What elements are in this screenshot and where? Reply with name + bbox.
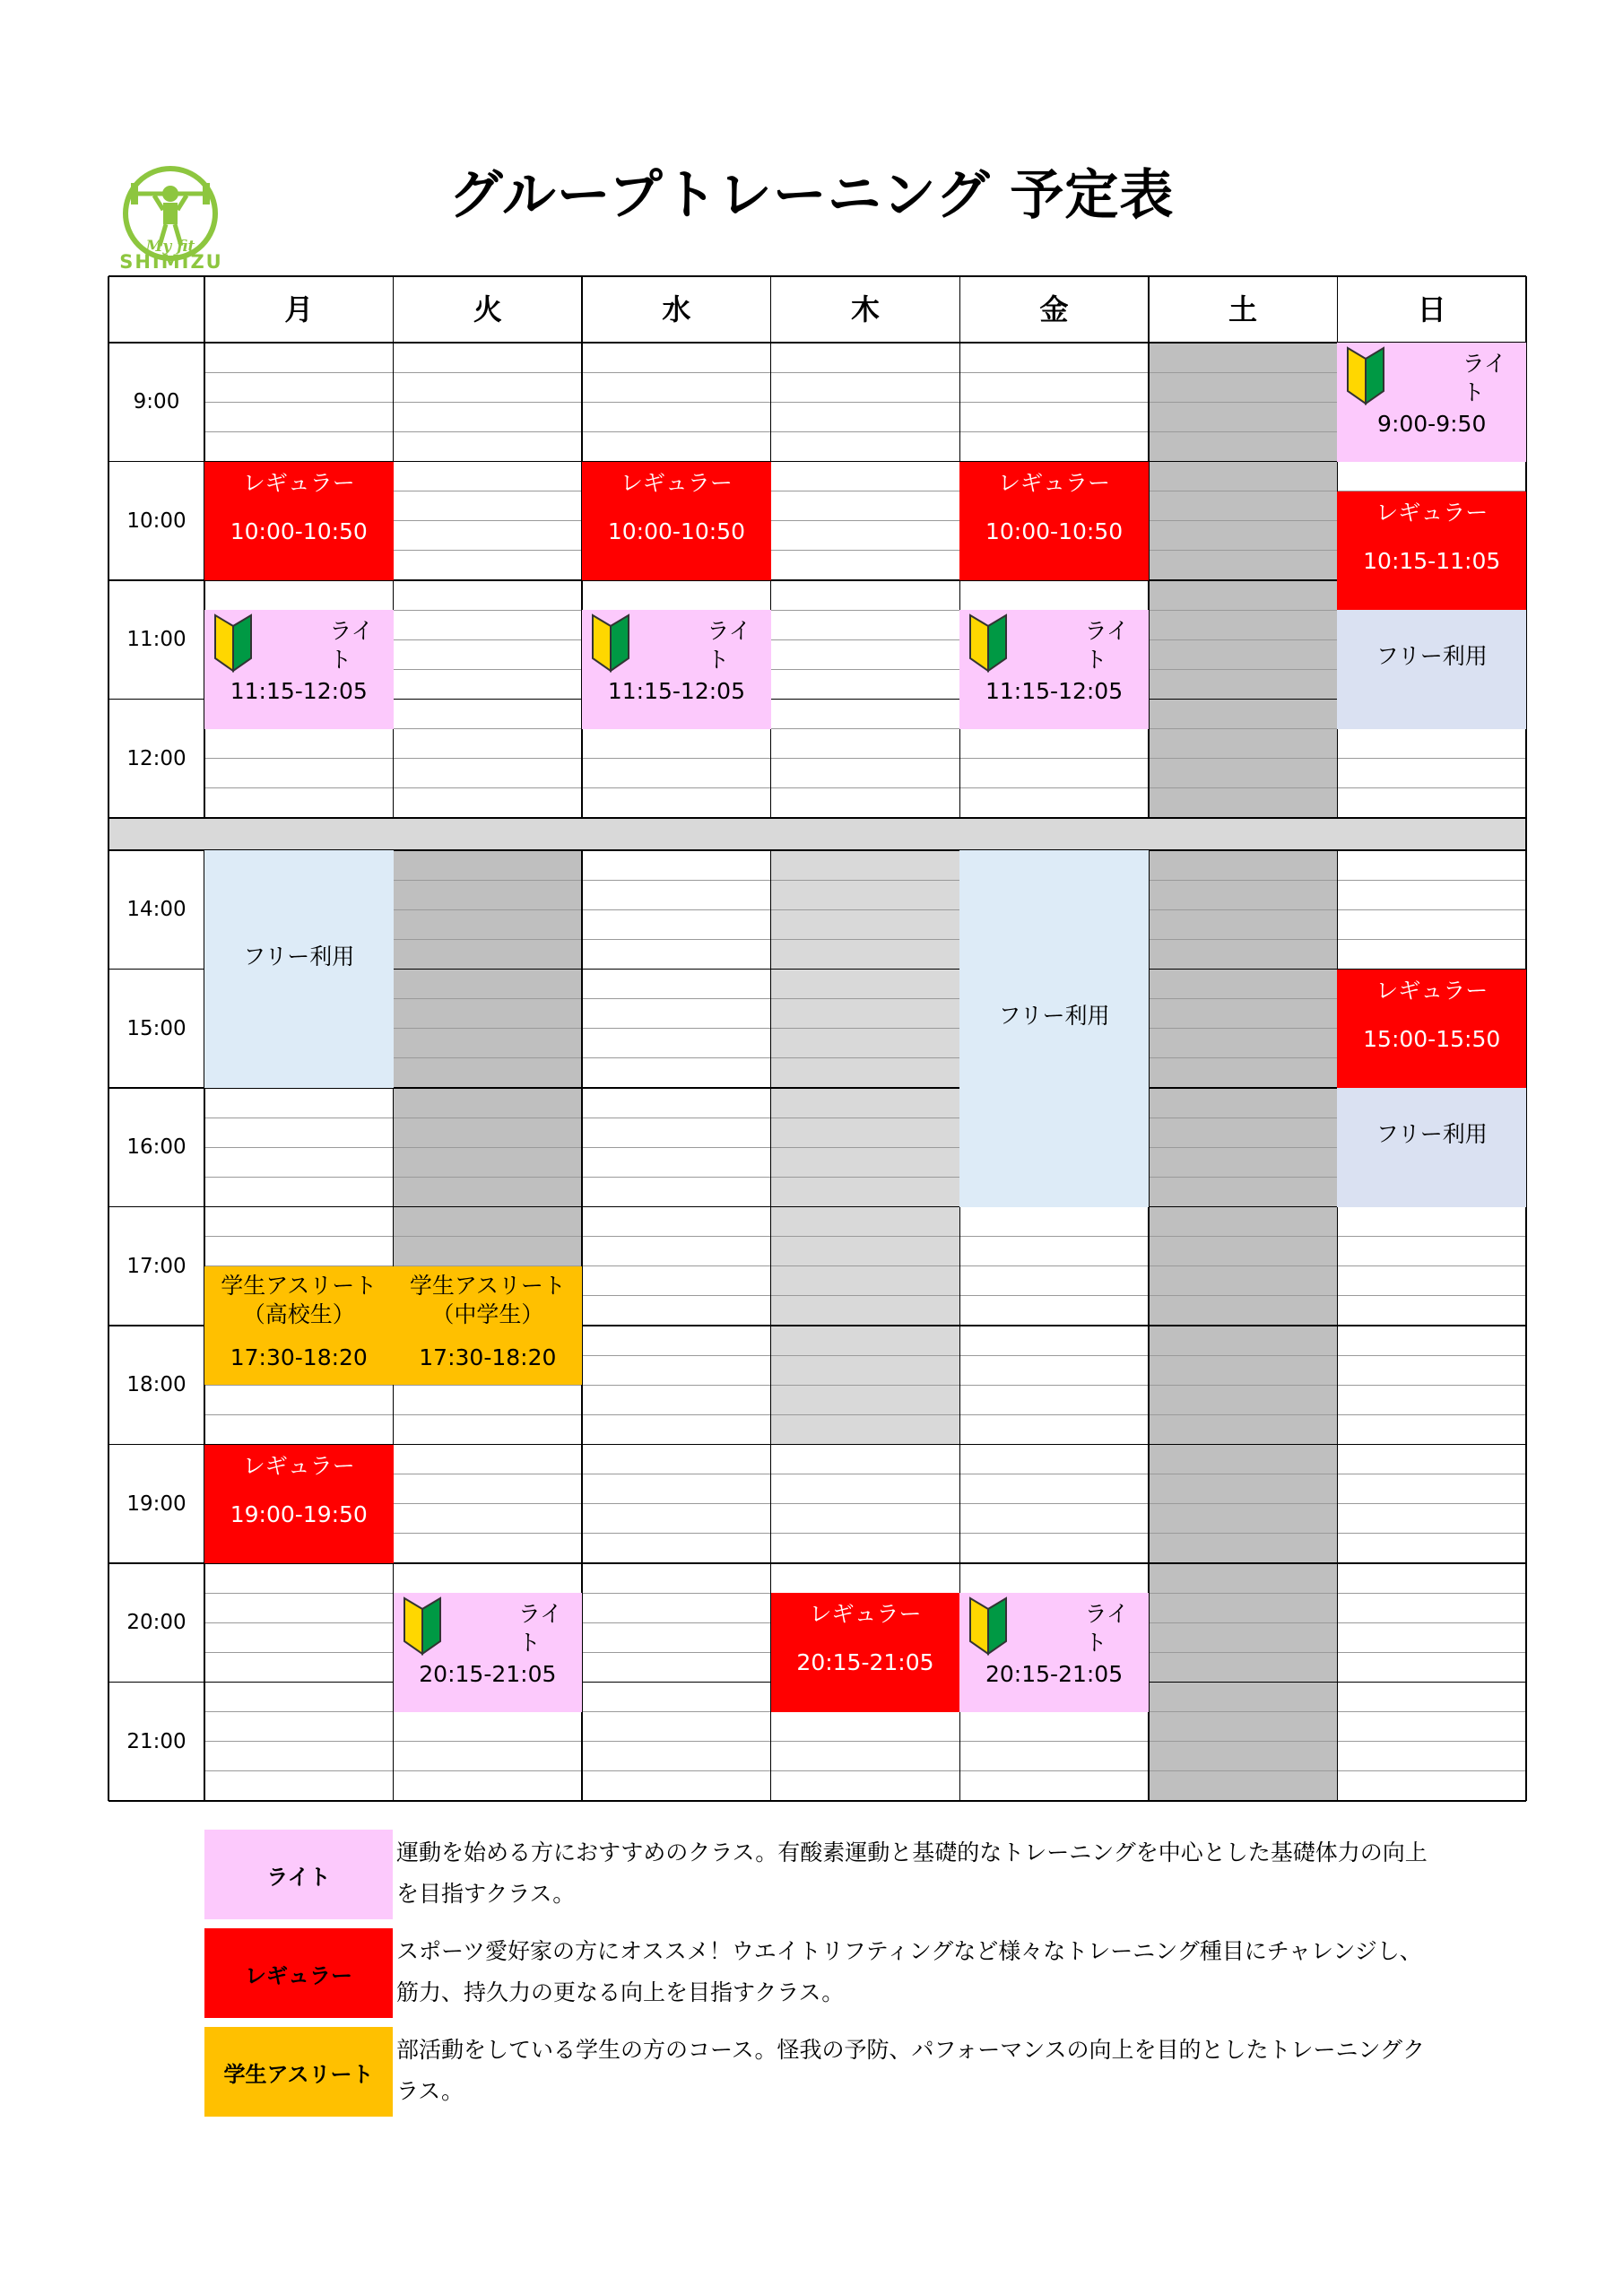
- time-label: 9:00: [133, 390, 180, 413]
- free-use-block[interactable]: [959, 850, 1149, 1207]
- class-name: フリー利用: [243, 943, 355, 970]
- class-time: 20:15-21:05: [985, 1660, 1124, 1687]
- legend-description: 部活動をしている学生の方のコース。怪我の予防、パフォーマンスの向上を目的としたトレーニングク: [396, 2037, 1426, 2063]
- grid-line: [108, 342, 1526, 344]
- grid-line: [204, 728, 1526, 729]
- grid-line: [204, 939, 1526, 940]
- time-label: 20:00: [126, 1611, 187, 1634]
- time-label: 17:00: [126, 1254, 187, 1278]
- legend-description: を目指すクラス。: [396, 1881, 576, 1907]
- beginner-mark-icon: [401, 1596, 444, 1657]
- legend-description: ラス。: [396, 2078, 464, 2104]
- grid-line: [204, 402, 1526, 403]
- class-name: ライト: [1084, 1601, 1129, 1657]
- grid-line: [204, 1236, 1526, 1237]
- beginner-mark-icon: [1344, 346, 1387, 407]
- light-class-block[interactable]: [582, 610, 771, 729]
- grid-line: [204, 1503, 1526, 1504]
- time-label: 15:00: [126, 1016, 187, 1040]
- time-label: 12:00: [126, 746, 187, 770]
- class-time: 15:00-15:50: [1363, 1025, 1501, 1052]
- time-label: 10:00: [126, 509, 187, 533]
- free-use-block[interactable]: [1337, 1088, 1526, 1207]
- legend-description: 運動を始める方におすすめのクラス。有酸素運動と基礎的なトレーニングを中心とした基礎体力の向上: [396, 1839, 1428, 1866]
- time-label: 11:00: [126, 628, 187, 651]
- grid-line: [204, 998, 1526, 999]
- grid-line: [108, 850, 109, 1801]
- grid-line: [204, 1414, 1526, 1415]
- class-time: 19:00-19:50: [230, 1500, 368, 1527]
- class-name: レギュラー: [242, 469, 355, 496]
- day-header: 日: [1417, 292, 1446, 326]
- day-header: 金: [1039, 292, 1069, 326]
- grid-line: [204, 880, 1526, 881]
- grid-line: [204, 431, 1526, 432]
- regular-class-block[interactable]: [204, 462, 394, 581]
- grid-line: [108, 817, 1526, 819]
- class-name: 学生アスリート: [221, 1272, 378, 1299]
- light-class-block[interactable]: [204, 610, 394, 729]
- class-name: ライト: [1462, 351, 1506, 405]
- day-header: 水: [662, 292, 691, 326]
- class-time: 10:15-11:05: [1363, 547, 1501, 574]
- day-header: 木: [850, 292, 880, 326]
- logo-script-text: My fit: [145, 238, 195, 256]
- grid-line: [204, 669, 1526, 670]
- class-time: 11:15-12:05: [607, 677, 745, 704]
- class-subtitle: （中学生）: [431, 1300, 544, 1327]
- class-subtitle: （高校生）: [242, 1300, 355, 1327]
- grid-line: [204, 1057, 1526, 1058]
- legend-description: 筋力、持久力の更なる向上を目指すクラス。: [396, 1979, 845, 2005]
- class-name: ライト: [707, 618, 751, 674]
- grid-line: [108, 276, 109, 818]
- class-name: ライト: [329, 618, 374, 674]
- grid-line: [204, 909, 1526, 910]
- regular-class-block[interactable]: [771, 1593, 960, 1712]
- time-label: 14:00: [126, 898, 187, 921]
- class-time: 11:15-12:05: [230, 677, 368, 704]
- grid-line: [204, 787, 1526, 788]
- beginner-mark-icon: [589, 613, 632, 674]
- day-header: 土: [1228, 292, 1258, 326]
- time-label: 21:00: [126, 1729, 187, 1753]
- grid-line: [108, 1800, 1526, 1802]
- light-class-block[interactable]: [959, 610, 1149, 729]
- grid-line: [204, 1770, 1526, 1771]
- regular-class-block[interactable]: [1337, 491, 1526, 611]
- class-time: 20:15-21:05: [419, 1660, 557, 1687]
- time-label: 16:00: [126, 1135, 187, 1159]
- page-title: グループトレーニング 予定表: [448, 164, 1175, 227]
- grid-line: [204, 1147, 1526, 1148]
- grid-line: [204, 1028, 1526, 1029]
- legend-swatch-light: ライト: [204, 1830, 393, 1919]
- class-name: 学生アスリート: [409, 1272, 566, 1299]
- class-name: ライト: [1084, 618, 1129, 674]
- class-time: 17:30-18:20: [419, 1344, 557, 1370]
- class-name: ライト: [517, 1601, 563, 1657]
- class-time: 17:30-18:20: [230, 1344, 368, 1370]
- day-header: 火: [473, 292, 502, 326]
- regular-class-block[interactable]: [1337, 970, 1526, 1089]
- class-time: 10:00-10:50: [230, 517, 368, 544]
- time-label: 19:00: [126, 1492, 187, 1516]
- grid-line: [204, 520, 1526, 521]
- athlete-class-block[interactable]: [204, 1266, 394, 1386]
- grid-line: [204, 1533, 1526, 1534]
- regular-class-block[interactable]: [204, 1445, 394, 1564]
- grid-line: [204, 610, 1526, 611]
- grid-line: [204, 1177, 1526, 1178]
- light-class-block[interactable]: [1337, 343, 1526, 462]
- grid-line: [108, 1206, 1526, 1208]
- day-header: 月: [284, 292, 314, 326]
- class-name: レギュラー: [998, 469, 1111, 496]
- legend-swatch-athlete: 学生アスリート: [204, 2027, 393, 2117]
- grid-line: [204, 639, 1526, 640]
- beginner-mark-icon: [212, 613, 255, 674]
- class-time: 20:15-21:05: [796, 1649, 934, 1676]
- class-name: フリー利用: [1376, 643, 1488, 670]
- legend-swatch-regular: レギュラー: [204, 1928, 393, 2018]
- class-name: レギュラー: [242, 1452, 355, 1479]
- class-time: 10:00-10:50: [985, 517, 1124, 544]
- class-time: 11:15-12:05: [985, 677, 1124, 704]
- grid-line: [204, 758, 1526, 759]
- class-name: レギュラー: [1376, 977, 1488, 1004]
- light-class-block[interactable]: [959, 1593, 1149, 1712]
- class-name: レギュラー: [809, 1601, 922, 1628]
- light-class-block[interactable]: [394, 1593, 583, 1712]
- grid-line: [204, 372, 1526, 373]
- grid-line: [1525, 818, 1527, 850]
- beginner-mark-icon: [967, 613, 1010, 674]
- beginner-mark-icon: [967, 1596, 1010, 1657]
- grid-line: [108, 818, 109, 850]
- free-use-block[interactable]: [204, 850, 394, 1088]
- regular-class-block[interactable]: [959, 462, 1149, 581]
- class-name: レギュラー: [620, 469, 733, 496]
- legend-description: スポーツ愛好家の方にオススメ！ウエイトリフティングなど様々なトレーニング種目にチャレンジし、: [396, 1938, 1422, 1964]
- free-use-block[interactable]: [1337, 610, 1526, 729]
- grid-line: [108, 275, 1526, 277]
- class-time: 10:00-10:50: [607, 517, 745, 544]
- class-name: フリー利用: [998, 1002, 1110, 1029]
- time-label: 18:00: [126, 1373, 187, 1396]
- class-name: フリー利用: [1376, 1121, 1488, 1148]
- logo-text: SHIMIZU: [119, 251, 223, 273]
- class-time: 9:00-9:50: [1377, 410, 1487, 437]
- class-name: レギュラー: [1376, 499, 1488, 526]
- grid-line: [204, 1741, 1526, 1742]
- regular-class-block[interactable]: [582, 462, 771, 581]
- athlete-class-block[interactable]: [394, 1266, 583, 1386]
- lunch-break-band: [108, 818, 1526, 850]
- grid-line: [204, 550, 1526, 551]
